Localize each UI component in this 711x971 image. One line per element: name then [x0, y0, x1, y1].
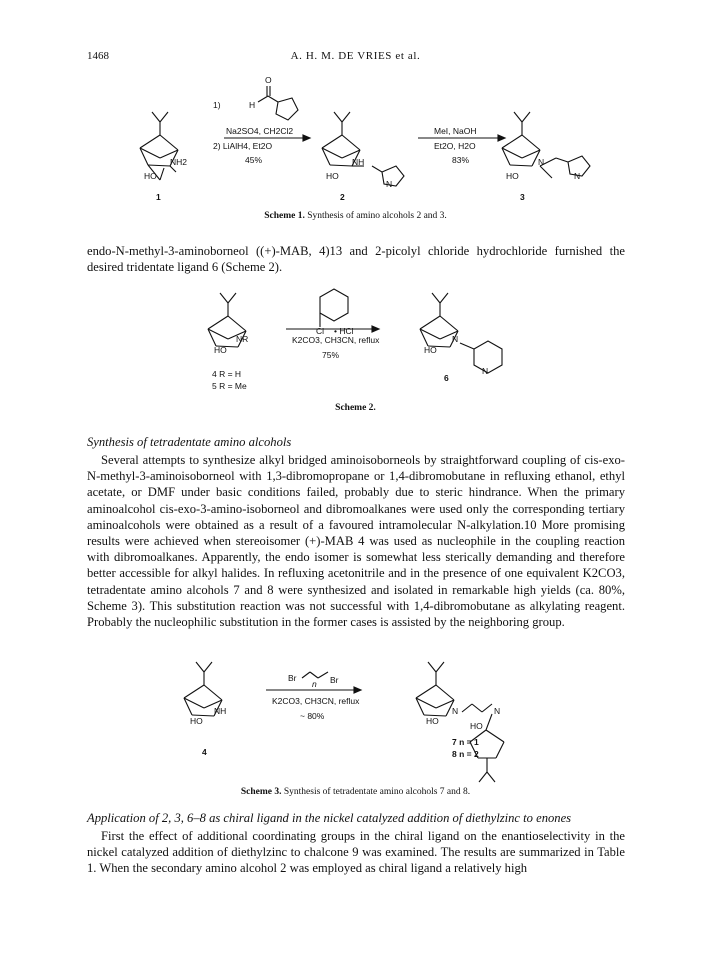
paragraph-3: First the effect of additional coordinating groups in the chiral ligand on the enantioselectivity in the nickel catalyzed addition of diethylzinc to chalcone 9 was examined. The results are summarized in Table 1. When the secondary amino alcohol 2 was employed as chiral ligand a relatively high [87, 829, 625, 876]
compound-2-number: 2 [340, 192, 345, 202]
compound-3-number: 3 [520, 192, 525, 202]
compound-4-legend: 4 R = H [212, 369, 242, 379]
dibromoalkane-structure [302, 672, 328, 678]
running-header-author: A. H. M. DE VRIES et al. [290, 50, 421, 62]
scheme-3-caption: Scheme 3. Synthesis of tetradentate amino alcohols 7 and 8. [240, 787, 471, 797]
compound-6-n-label: N [452, 334, 459, 344]
scheme-1-conditions-bottom-2: Et2O, H2O [434, 141, 476, 151]
compound-3-ho-label: HO [506, 171, 519, 181]
compound-6-pyridine-n-label: N [482, 366, 489, 376]
scheme-3-yield: ~ 80% [300, 711, 325, 721]
compound-1-number: 1 [156, 192, 161, 202]
compound-2-nh-label: NH [352, 157, 365, 167]
paragraph-2: Several attempts to synthesize alkyl bridged aminoisoborneols by straightforward coupling of cis-exo-N-methyl-3-aminoisoborneol with 1,3-dibromopropane or 1,4-dibromobutane in refluxing ethanol, ethyl acetate, or DMF under basic conditions failed, probably due to steric hindrance. When the primary aminoalcohol cis-exo-3-amino-isoborneol and dibromoalkanes were used only the corresponding tertiary aminoalcohols were obtained as a result of a favoured intramolecular N-alkylation.10 More promising results were achieved when stereoisomer (+)-MAB 4 was used as nucleophile in the coupling reaction with dibromoalkanes. Apparently, the endo isomer is somewhat less sterically demanding and therefore better accessible for alkyl halides. In refluxing acetonitrile and in the presence of one equivalent K2CO3, tetradentate amino alcohols 7 and 8 were synthesized and isolated in remarkable high yields (ca. 80%, Scheme 3). This substitution reaction was not successful with 1,4-dibromobutane as alkylating reagent. Probably the nucleophilic substitution in the former cases is assisted by the neighboring group. [87, 453, 625, 630]
scheme-1-yield-2: 83% [452, 155, 470, 165]
reagent-cl-label: Cl [316, 326, 325, 336]
scheme-1-conditions-top-1: Na2SO4, CH2Cl2 [226, 126, 294, 136]
scheme-1 [0, 75, 711, 240]
scheme-1-conditions-bottom-1: 2) LiAlH4, Et2O [213, 141, 273, 151]
pyrrole-aldehyde-structure [258, 86, 298, 120]
reagent-aldehyde-o: O [265, 75, 272, 85]
scheme-1-caption: Scheme 1. Synthesis of amino alcohols 2 and 3. [264, 211, 447, 221]
compound-6-structure [420, 293, 502, 373]
reagent-aldehyde-h: H [249, 100, 256, 110]
picolyl-chloride-structure [320, 289, 348, 327]
scheme-3-conditions: K2CO3, CH3CN, reflux [272, 696, 360, 706]
scheme-3-structures [0, 650, 711, 810]
compound-6-number: 6 [444, 373, 449, 383]
compound-7-n-left-label: N [452, 706, 459, 716]
paragraph-1: endo-N-methyl-3-aminoborneol ((+)-MAB, 4)13 and 2-picolyl chloride hydrochloride furnished the desired tridentate ligand 6 (Scheme 2). [87, 244, 625, 275]
reagent-br-right: Br [330, 675, 339, 685]
compound-2-ho-label: HO [326, 171, 339, 181]
page-number: 1468 [87, 50, 109, 62]
scheme-2-caption: Scheme 2. [335, 403, 376, 413]
compound-7-ho-left-label: HO [426, 716, 439, 726]
compound-1-ho-label: HO [144, 171, 157, 181]
compound-2-n-label: N [386, 179, 393, 189]
compound-3-n-label: N [538, 157, 545, 167]
scheme-3 [0, 650, 711, 810]
compound-4-ho-label: HO [190, 716, 203, 726]
compound-8-legend: 8 n = 2 [452, 749, 479, 759]
reagent-br-left: Br [288, 673, 297, 683]
compound-1-nh2-label: NH2 [170, 157, 188, 167]
compound-5-legend: 5 R = Me [212, 381, 247, 391]
compound-3-structure [502, 112, 590, 178]
scheme-2 [0, 285, 711, 435]
reagent-step-1-number: 1) [213, 100, 221, 110]
compound-1-structure [140, 112, 178, 180]
compound-3-pyrrole-n-label: N [574, 171, 581, 181]
compound-4-nh-label: NH [214, 706, 227, 716]
scheme-2-yield: 75% [322, 350, 340, 360]
reagent-hcl-label: • HCl [334, 326, 354, 336]
compound-7-legend: 7 n = 1 [452, 737, 479, 747]
reagent-n-subscript: n [312, 679, 317, 689]
compound-4-ho-label: HO [214, 345, 227, 355]
compound-6-ho-label: HO [424, 345, 437, 355]
section-heading-application: Application of 2, 3, 6–8 as chiral ligand in the nickel catalyzed addition of diethylzinc to enones [87, 811, 572, 825]
compound-4-number: 4 [202, 747, 207, 757]
compound-7-n-right-label: N [494, 706, 501, 716]
scheme-1-yield-1: 45% [245, 155, 263, 165]
compound-7-ho-right-label: HO [470, 721, 483, 731]
compound-4-nr-label: NR [236, 334, 249, 344]
scheme-1-conditions-top-2: MeI, NaOH [434, 126, 477, 136]
section-heading-tetradentate: Synthesis of tetradentate amino alcohols [87, 435, 292, 449]
scheme-2-conditions: K2CO3, CH3CN, reflux [292, 335, 380, 345]
